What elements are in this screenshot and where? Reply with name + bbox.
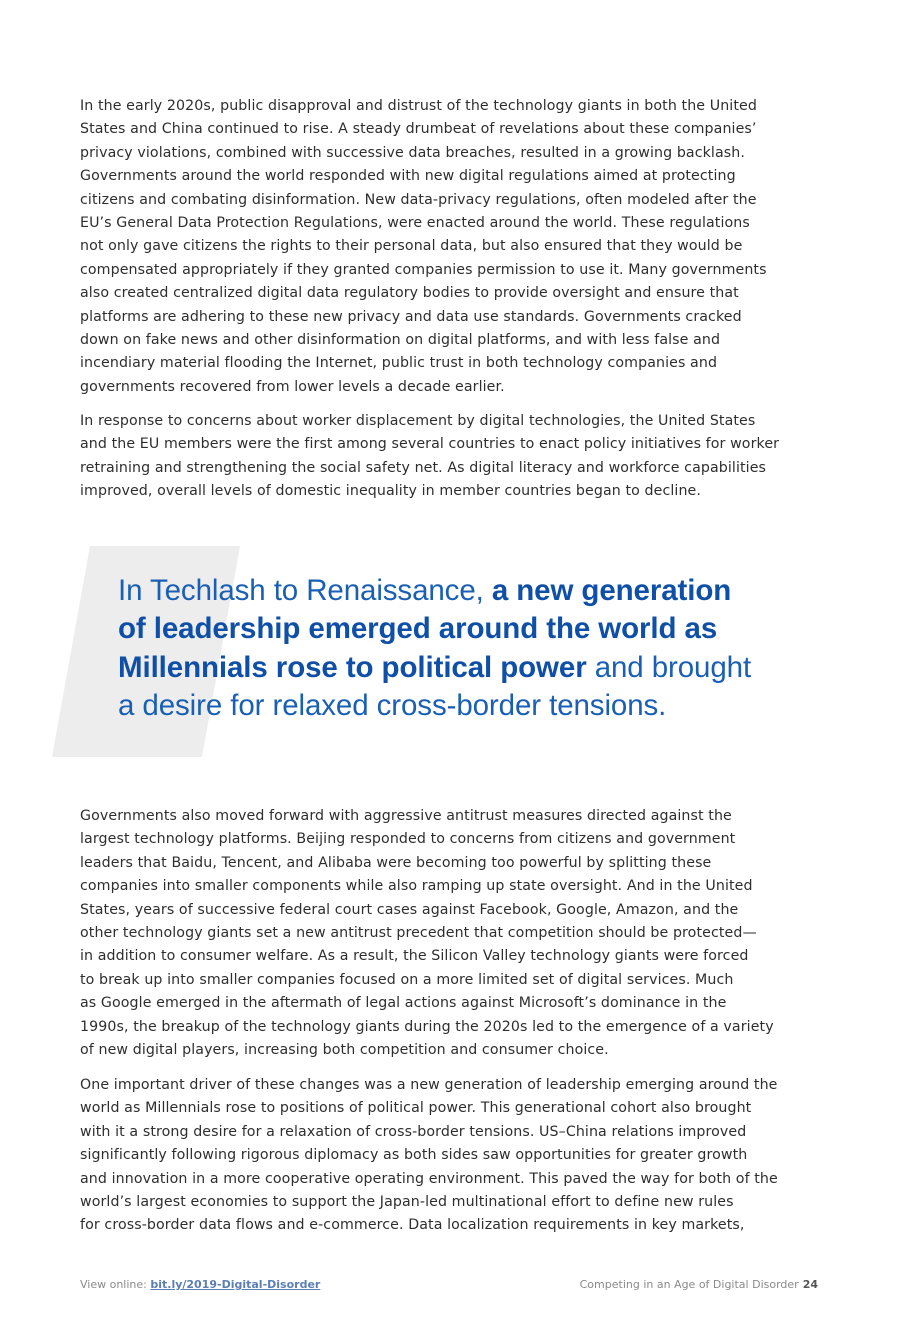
text-line: world as Millennials rose to positions of political power. This generational cohort also brought — [80, 1100, 752, 1117]
pull-quote-text: In Techlash to Renaissance, — [118, 574, 492, 607]
text-line: also created centralized digital data regulatory bodies to provide oversight and ensure that — [80, 285, 739, 302]
text-line: incendiary material flooding the Internet, public trust in both technology companies and — [80, 355, 718, 372]
text-line: governments recovered from lower levels a decade earlier. — [80, 378, 505, 395]
text-line: 1990s, the breakup of the technology giants during the 2020s led to the emergence of a variety — [80, 1018, 774, 1035]
text-line: world’s largest economies to support the Japan-led multinational effort to define new rules — [80, 1194, 734, 1211]
text-line: States, years of successive federal court cases against Facebook, Google, Amazon, and the — [80, 901, 739, 918]
text-line: In response to concerns about worker displacement by digital technologies, the United States — [80, 413, 756, 429]
footer-view-online — [80, 1278, 320, 1291]
body-paragraph-2 — [80, 410, 822, 504]
text-line: EU’s General Data Protection Regulations, were enacted around the world. These regulations — [80, 215, 750, 232]
text-line: Governments around the world responded with new digital regulations aimed at protecting — [80, 168, 736, 185]
text-line: privacy violations, combined with successive data breaches, resulted in a growing backlash. — [80, 144, 745, 161]
pull-quote-emphasis: a new generation — [491, 574, 732, 607]
text-line: significantly following rigorous diplomacy as both sides saw opportunities for greater growth — [80, 1147, 748, 1164]
text-line: with it a strong desire for a relaxation of cross-border tensions. US–China relations improved — [80, 1123, 747, 1140]
text-line: in addition to consumer welfare. As a result, the Silicon Valley technology giants were forced — [80, 948, 749, 965]
text-line: citizens and combating disinformation. New data-privacy regulations, often modeled after the — [80, 191, 757, 208]
text-line: to break up into smaller companies focused on a more limited set of digital services. Much — [80, 971, 734, 988]
page-number: 24 — [802, 1278, 818, 1291]
pull-quote-emphasis: of leadership emerged around the world as — [118, 612, 718, 646]
text-line: compensated appropriately if they granted companies permission to use it. Many governments — [80, 261, 767, 278]
view-online-label: View online: — [80, 1278, 151, 1291]
text-line: and the EU members were the first among several countries to enact policy initiatives for worker — [80, 436, 780, 453]
text-line: other technology giants set a new antitrust precedent that competition should be protected— — [80, 925, 757, 942]
text-line: In the early 2020s, public disapproval and distrust of the technology giants in both the United — [80, 98, 757, 114]
text-line: leaders that Baidu, Tencent, and Alibaba were becoming too powerful by splitting these — [80, 854, 712, 871]
text-line: Governments also moved forward with aggressive antitrust measures directed against the — [80, 808, 732, 824]
text-line: platforms are adhering to these new privacy and data use standards. Governments cracked — [80, 308, 742, 325]
body-paragraph-4 — [80, 1074, 822, 1238]
text-line: States and China continued to rise. A steady drumbeat of revelations about these companies’ — [80, 121, 757, 138]
text-line: not only gave citizens the rights to their personal data, but also ensured that they would be — [80, 238, 743, 255]
body-paragraph-1 — [80, 95, 822, 399]
pull-quote-text: and brought — [586, 650, 752, 684]
text-line: for cross-border data flows and e-commerce. Data localization requirements in key markets, — [80, 1217, 745, 1234]
body-paragraph-3 — [80, 805, 822, 1062]
footer-report-info — [580, 1278, 818, 1291]
report-link[interactable]: bit.ly/2019-Digital-Disorder — [150, 1278, 321, 1291]
text-line: of new digital players, increasing both competition and consumer choice. — [80, 1042, 609, 1059]
text-line: retraining and strengthening the social safety net. As digital literacy and workforce capabilities — [80, 459, 767, 476]
text-line: largest technology platforms. Beijing responded to concerns from citizens and government — [80, 831, 736, 848]
text-line: improved, overall levels of domestic inequality in member countries began to decline. — [80, 483, 701, 500]
text-line: down on fake news and other disinformation on digital platforms, and with less false and — [80, 332, 721, 349]
text-line: as Google emerged in the aftermath of legal actions against Microsoft’s dominance in the — [80, 995, 727, 1012]
pull-quote — [118, 572, 838, 726]
text-line: and innovation in a more cooperative operating environment. This paved the way for both of the — [80, 1170, 778, 1187]
text-line: companies into smaller components while also ramping up state oversight. And in the United — [80, 878, 753, 895]
report-title: Competing in an Age of Digital Disorder — [579, 1278, 799, 1291]
pull-quote-text: a desire for relaxed cross-border tensions. — [118, 689, 667, 723]
text-line: One important driver of these changes was a new generation of leadership emerging around the — [80, 1077, 778, 1093]
pull-quote-emphasis: Millennials rose to political power — [118, 650, 587, 684]
